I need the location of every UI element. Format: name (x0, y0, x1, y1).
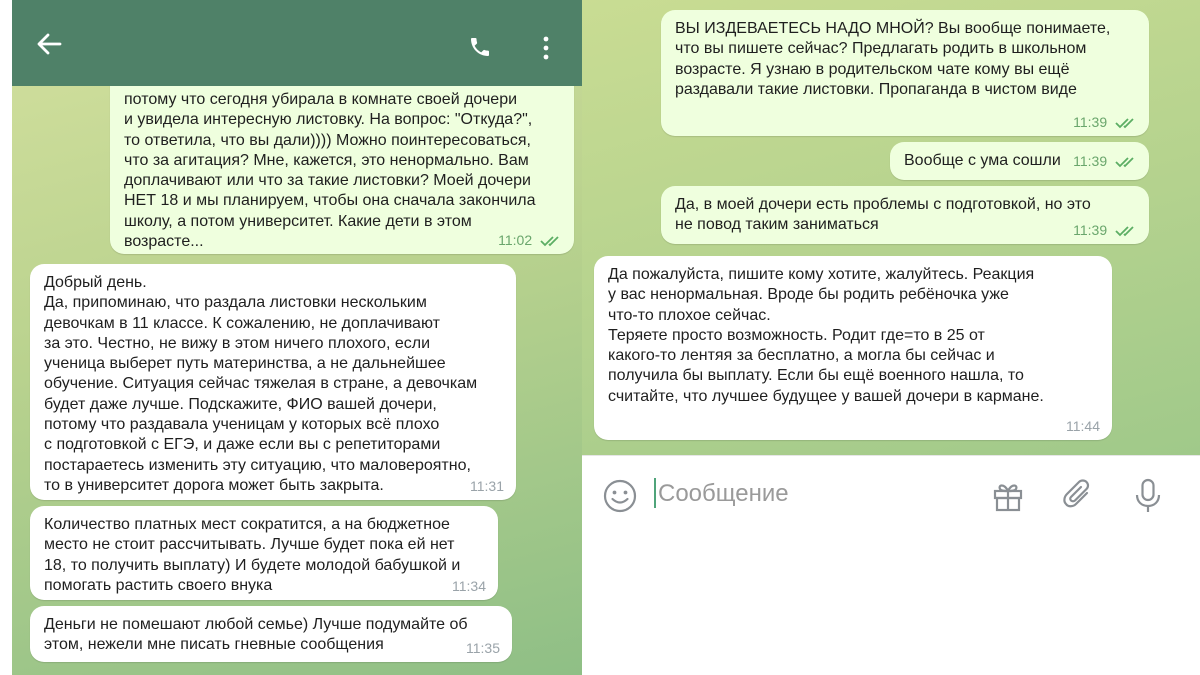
message-text: Количество платных мест сократится, а на бюджетное место не стоит рассчитывать. Лучше будет пока ей нет 18, то получить выплату) И будете молодой бабушкой и помогать растить своего внука (44, 516, 461, 594)
message-time: 11:44 (1066, 417, 1100, 434)
message-text: потому что сегодня убирала в комнате своей дочери и увидела интересную листовку. На вопрос: "Откуда?", то ответила, что вы дали)))) Можно поинтересоваться, что за агитация? Мне, кажется, это ненормально. Вам доплачивают или что за такие листовки? Моей дочери НЕТ 18 и мы планируем, чтобы она сначала закончила школу, а потом университет. Какие дети в этом возрасте... (124, 91, 536, 251)
message-time: 11:39 (1073, 113, 1108, 130)
message-text: Добрый день. Да, припоминаю, что раздала листовки нескольким девочкам в 11 классе. К сожалению, не доплачивают за это. Честно, не вижу в этом ничего плохого, если ученица выберет путь материнства, а не дальнейшее обучение. Ситуация сейчас тяжелая в стране, а девочкам будет даже лучше. Подскажите, ФИО вашей дочери, потому что раздавала ученицам у которых всё плохо с подготовкой с ЕГЭ, и даже если вы с репетиторами постараетесь изменить эту ситуацию, что маловероятно, то в университет дорога может быть закрыта. (44, 274, 478, 494)
message-meta (1073, 112, 1137, 132)
message-text: ВЫ ИЗДЕВАЕТЕСЬ НАДО МНОЙ? Вы вообще понимаете, что вы пишете сейчас? Предлагать родить в школьном возрасте. Я узнаю в родительском чате кому вы ещё раздавали такие листовки. Пропаганда в чистом виде (675, 20, 1111, 98)
message-input[interactable]: Сообщение (658, 480, 789, 507)
message-meta (498, 230, 562, 250)
message-text: Да, в моей дочери есть проблемы с подготовкой, но это не повод таким заниматься (675, 196, 1091, 234)
message-time: 11:02 (498, 231, 533, 248)
message-incoming[interactable] (30, 606, 512, 662)
message-meta (452, 576, 486, 596)
message-incoming[interactable] (30, 506, 498, 600)
message-text: Вообще с ума сошли (904, 152, 1061, 169)
double-check-icon (1115, 225, 1137, 237)
right-chat-screen (582, 0, 1200, 455)
left-chat-screen (12, 0, 582, 675)
message-time: 11:39 (1073, 152, 1108, 169)
message-input-bar (582, 455, 1200, 532)
microphone-icon[interactable] (1133, 478, 1163, 519)
chat-header (12, 0, 582, 86)
message-text: Да пожалуйста, пишите кому хотите, жалуйтесь. Реакция у вас ненормальная. Вроде бы родить ребёночка уже что-то плохое сейчас. Теряете просто возможность. Родит где=то в 25 от какого-то лентяя за бесплатно, а могла бы сейчас и получила бы выплату. Если бы ещё военного нашла, то считайте, что лучшее будущее у вашей дочери в кармане. (608, 266, 1044, 405)
arrow-left-icon[interactable] (36, 33, 62, 60)
message-time: 11:31 (470, 477, 504, 494)
message-time: 11:34 (452, 577, 486, 594)
message-text: Деньги не помешают любой семье) Лучше подумайте об этом, нежели мне писать гневные сообщения (44, 616, 468, 654)
double-check-icon (1115, 156, 1137, 168)
message-outgoing[interactable] (661, 186, 1149, 244)
message-meta (470, 476, 504, 496)
double-check-icon (540, 235, 562, 247)
text-cursor (654, 478, 656, 508)
message-meta (1073, 151, 1137, 171)
message-meta (1073, 220, 1137, 240)
double-check-icon (1115, 117, 1137, 129)
message-meta (1066, 416, 1100, 436)
paperclip-icon[interactable] (1060, 478, 1096, 519)
emoji-icon[interactable] (602, 478, 638, 519)
phone-icon[interactable] (468, 35, 492, 64)
message-incoming[interactable] (30, 264, 516, 500)
message-outgoing[interactable] (661, 10, 1149, 136)
message-time: 11:39 (1073, 221, 1108, 238)
more-vertical-icon[interactable] (542, 36, 550, 65)
message-time: 11:35 (466, 639, 500, 656)
gift-icon[interactable] (990, 478, 1026, 519)
message-outgoing[interactable] (110, 62, 574, 254)
message-outgoing[interactable] (890, 142, 1149, 180)
message-incoming[interactable] (594, 256, 1112, 440)
message-meta (466, 638, 500, 658)
